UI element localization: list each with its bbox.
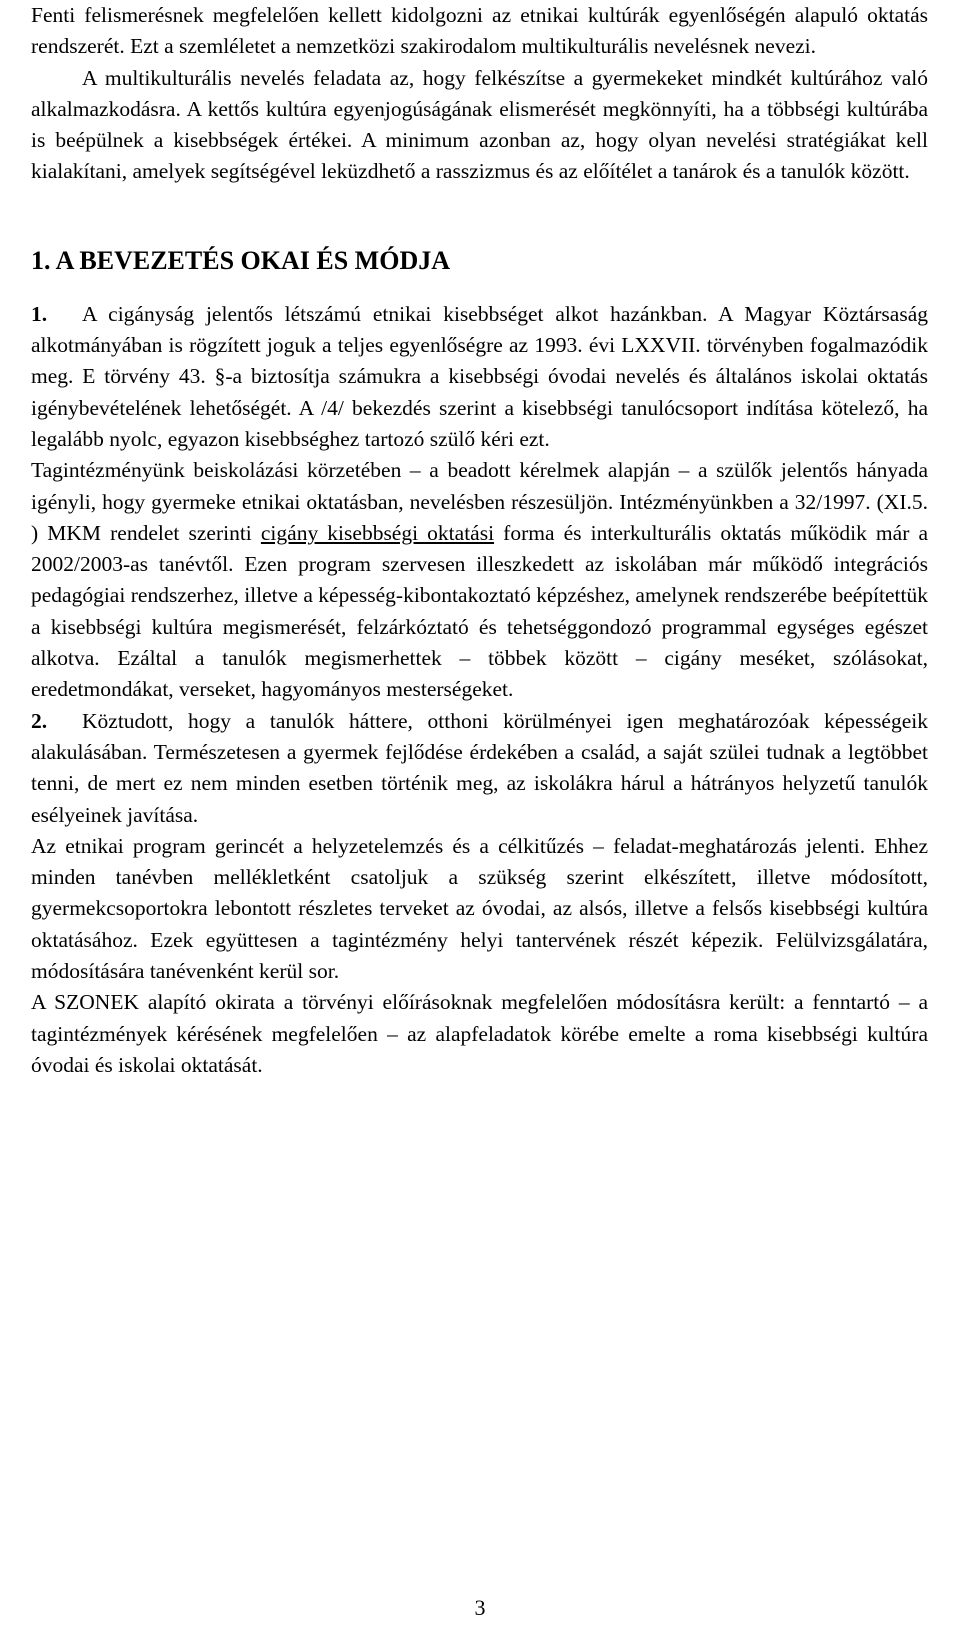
intro-paragraph-2: A multikulturális nevelés feladata az, hogy felkészítse a gyermekeket mindkét kultúrához való alkalmazkodásra. A kettős kultúra egyenjogúságának elismerését megkönnyíti, ha a többségi kultúrába is beépülnek a kisebbségek értékei. A minimum azonban az, hogy olyan nevelési stratégiákat kell kialakítani, amelyek segítségével leküzdhető a rasszizmus és az előítélet a tanárok és a tanulók között. <box>31 65 928 184</box>
tagintezmeny-paragraph <box>31 455 928 705</box>
program-paragraph: Az etnikai program gerincét a helyzetelemzés és a célkitűzés – feladat-meghatározás jelenti. Ehhez minden tanévben mellékletként csatoljuk a szükség szerint elkészített, illetve módosított, gyermekcsoportokra lebontott részletes terveket az óvodai, az alsós, illetve a felsős kisebbségi kultúra oktatásához. Ezek együttesen a tagintézmény helyi tantervének részét képezik. Felülvizsgálatára, módosítására tanévenként kerül sor. <box>31 833 928 984</box>
szonek-paragraph: A SZONEK alapító okirata a törvényi előírásoknak megfelelően módosításra került: a fenntartó – a tagintézmények kérésének megfelelően – az alapfeladatok körébe emelte a roma kisebbségi kultúra óvodai és iskolai oktatását. <box>31 990 928 1077</box>
paragraph-text: A cigányság jelentős létszámú etnikai kisebbséget alkot hazánkban. A Magyar Köztársaság alkotmányában is rögzített joguk a teljes egyenlőségre az 1993. évi LXXVII. törvényben fogalmazódik meg. E törvény 43. §-a biztosítja számukra a kisebbségi óvodai nevelés és általános iskolai oktatás igénybevételének lehetőségét. A /4/ bekezdés szerint a kisebbségi tanulócsoport indítása kötelező, ha legalább nyolc, egyazon kisebbséghez tartozó szülő kéri ezt. <box>31 301 928 451</box>
section-heading: 1. A BEVEZETÉS OKAI ÉS MÓDJA <box>31 245 450 275</box>
paragraph-text: Köztudott, hogy a tanulók háttere, otthoni körülményei igen meghatározóak képességeik alakulásában. Természetesen a gyermek fejlődése érdekében a család, a saját szülei tudnak a legtöbbet tenni, de mert ez nem minden esetben történik meg, az iskolákra hárul a hátrányos helyzetű tanulók esélyeinek javítása. <box>31 708 928 827</box>
paragraph-text-after: forma és interkulturális oktatás működik már a 2002/2003-as tanévtől. Ezen program szervesen illeszkedett az iskolában már működő integrációs pedagógiai rendszerhez, illetve a képesség-kibontakoztató képzéshez, amelynek rendszerébe beépítettük a kisebbségi kultúra megismerését, felzárkóztató és tehetséggondozó programmal egységes egészet alkotva. Ezáltal a tanulók megismerhettek – többek között – cigány meséket, szólásokat, eredetmondákat, verseket, hagyományos mesterségeket. <box>31 520 929 702</box>
paragraph-number: 2. <box>31 708 48 733</box>
underlined-phrase: cigány kisebbségi oktatási <box>260 520 495 545</box>
numbered-paragraph-1 <box>31 299 928 455</box>
intro-paragraph-1: Fenti felismerésnek megfelelően kellett kidolgozni az etnikai kultúrák egyenlőségén alapuló oktatás rendszerét. Ezt a szemléletet a nemzetközi szakirodalom multikulturális nevelésnek nevezi. <box>31 3 928 59</box>
numbered-paragraph-2 <box>31 706 928 831</box>
page-number: 3 <box>474 1595 486 1620</box>
paragraph-text-before: Tagintézményünk beiskolázási körzetében – a beadott kérelmek alapján – a szülők jelentős hányada igényli, hogy gyermeke etnikai oktatásban, nevelésben részesüljön. Intézményünkben a 32/1997. (XI.5. ) MKM rendelet szerinti <box>31 458 928 545</box>
paragraph-number: 1. <box>31 301 48 326</box>
document-page <box>31 0 928 1081</box>
